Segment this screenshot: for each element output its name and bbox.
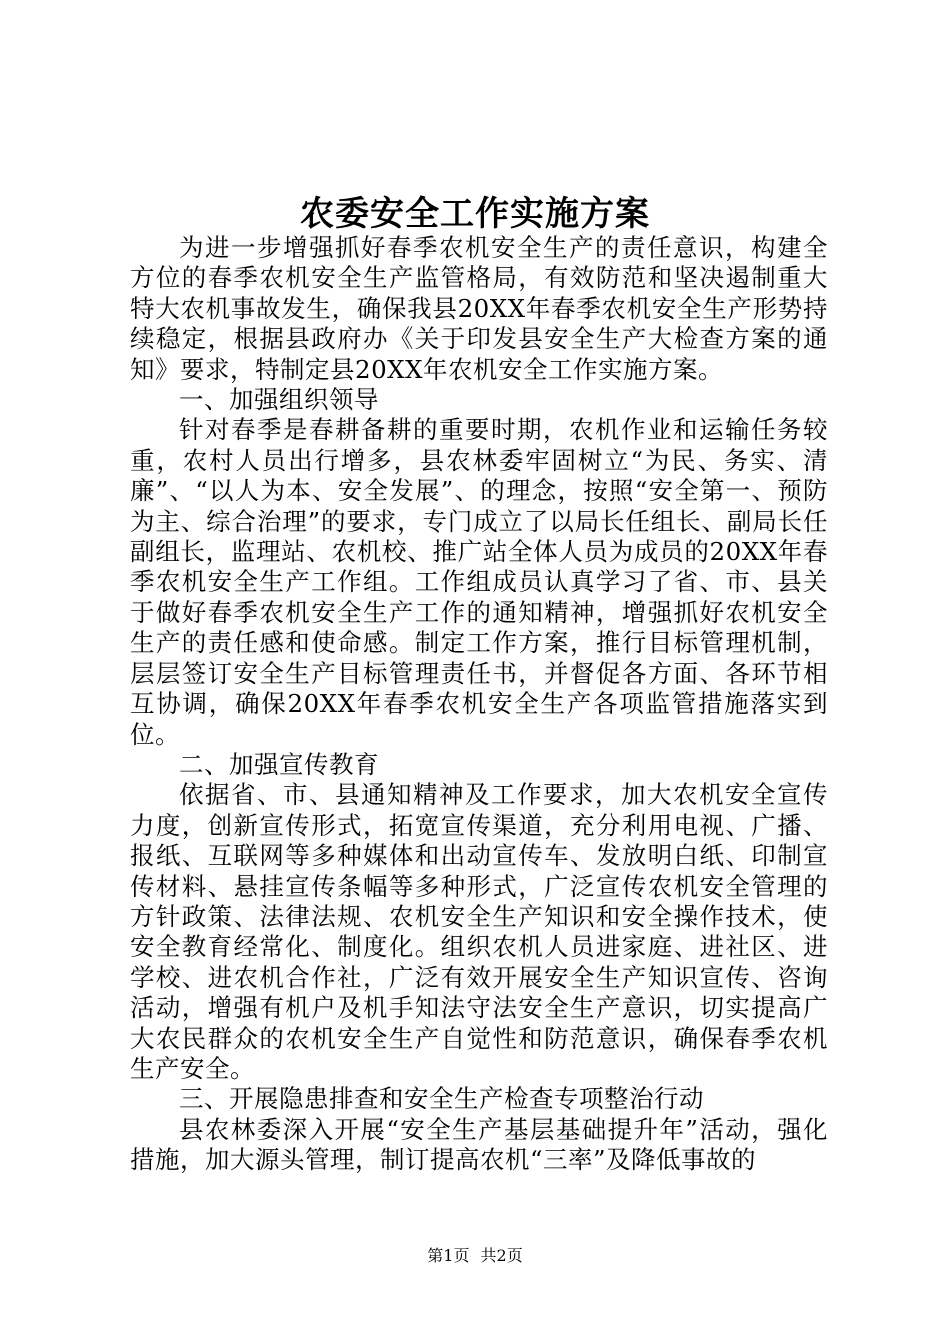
section-heading-3: 三、开展隐患排查和安全生产检查专项整治行动 [179,1084,704,1114]
document-title: 农委安全工作实施方案 [300,194,650,234]
document-body [130,233,828,1176]
section-heading-2: 二、加强宣传教育 [179,749,379,779]
section-heading-1: 一、加强组织领导 [179,385,379,415]
page-footer [0,1243,950,1266]
page-number-current: 第1页 [427,1246,470,1265]
paragraph-section-2: 依据省、市、县通知精神及工作要求，加大农机安全宣传力度，创新宣传形式，拓宽宣传渠道，充分利用电视、广播、报纸、互联网等多种媒体和出动宣传车、发放明白纸、印制宣传材料、悬挂宣传条幅等多种形式，广泛宣传农机安全管理的方针政策、法律法规、农机安全生产知识和安全操作技术，使安全教育经常化、制度化。组织农机人员进家庭、进社区、进学校、进农机合作社，广泛有效开展安全生产知识宣传、咨询活动，增强有机户及机手知法守法安全生产意识，切实提高广大农民群众的农机安全生产自觉性和防范意识，确保春季农机生产安全。 [130,780,828,1083]
paragraph-intro: 为进一步增强抓好春季农机安全生产的责任意识，构建全方位的春季农机安全生产监管格局，有效防范和坚决遏制重大特大农机事故发生，确保我县20XX年春季农机安全生产形势持续稳定，根据县政府办《关于印发县安全生产大检查方案的通知》要求，特制定县20XX年农机安全工作实施方案。 [130,233,828,384]
page-number-total: 共2页 [480,1246,523,1265]
paragraph-section-3: 县农林委深入开展“安全生产基层基础提升年”活动，强化措施，加大源头管理，制订提高农机“三率”及降低事故的 [130,1114,828,1175]
paragraph-section-1: 针对春季是春耕备耕的重要时期，农机作业和运输任务较重，农村人员出行增多，县农林委牢固树立“为民、务实、清廉”、“以人为本、安全发展”、的理念，按照“安全第一、预防为主、综合治理”的要求，专门成立了以局长任组长、副局长任副组长，监理站、农机校、推广站全体人员为成员的20XX年春季农机安全生产工作组。工作组成员认真学习了省、市、县关于做好春季农机安全生产工作的通知精神，增强抓好农机安全生产的责任感和使命感。制定工作方案，推行目标管理机制，层层签订安全生产目标管理责任书，并督促各方面、各环节相互协调，确保20XX年春季农机安全生产各项监管措施落实到位。 [130,415,828,749]
